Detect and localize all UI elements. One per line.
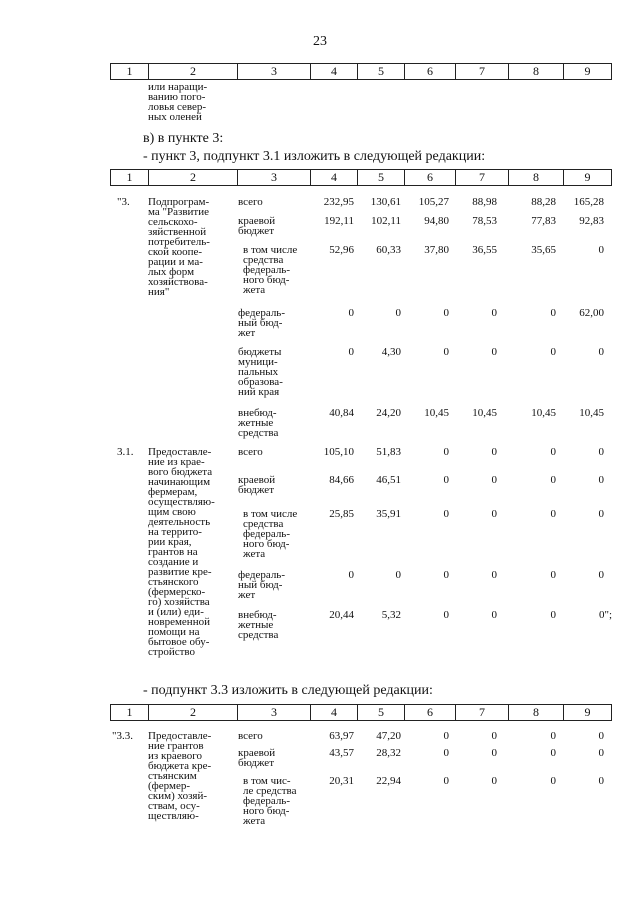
table-row [0,245,640,300]
col-2: 2 [148,170,237,185]
row-name: Подпрограм- ма "Развитие сельскохо- зяйственной потребитель- ской коопе- рации и ма- лых форм хозяйствова- ния" [148,196,210,298]
table-row [0,509,640,564]
paragraph-subsection-heading: в) в пункте 3: [143,131,224,146]
row-label: краевой бюджет [238,474,276,496]
cell: 102,11 [371,215,401,227]
cell: 105,27 [418,196,449,208]
cell: 10,45 [579,407,604,419]
carry-over-text: или наращи- ванию пого- ловья север- ных оленей [148,81,208,123]
cell: 0 [443,307,449,319]
col-4: 4 [310,170,357,185]
cell: 40,84 [329,407,354,419]
cell: 0 [491,730,497,742]
col-9: 9 [563,64,611,79]
col-7: 7 [455,170,508,185]
cell: 52,96 [329,244,354,256]
cell: 0 [491,508,497,520]
cell: 0 [443,508,449,520]
cell: 0 [550,730,556,742]
row-name: Предоставле- ние из крае- вого бюджета начинающим фермерам, осуществляю- щим свою деятельность на террито- рии края, грантов на создание и развитие кре- стьянского (фермерско- го) хозяйства и (или) еди- новременной помощи на бытовое обу- стройство [148,446,215,658]
cell: 84,66 [329,474,354,486]
cell: 0 [348,569,354,581]
page-number: 23 [313,34,327,49]
cell: 0 [443,474,449,486]
col-1: 1 [126,64,133,78]
row-label: внебюд- жетные средства [238,407,279,439]
row-number: "3.3. [112,730,133,742]
row-label: бюджеты муници- пальных образова- ний края [238,346,283,398]
row-label: краевой бюджет [238,215,276,237]
cell: 0 [598,508,604,520]
col-4: 4 [310,64,357,79]
col-1: 1 [126,170,133,184]
cell: 62,00 [579,307,604,319]
table-row [0,776,640,831]
cell: 0 [443,446,449,458]
cell: 0 [550,346,556,358]
col-2: 2 [148,705,237,720]
col-9: 9 [563,170,611,185]
cell: 0 [491,747,497,759]
cell: 63,97 [329,730,354,742]
cell: 0 [598,244,604,256]
cell: 88,98 [472,196,497,208]
cell: 130,61 [370,196,401,208]
col-4: 4 [310,705,357,720]
col-8: 8 [508,64,563,79]
col-7: 7 [455,64,508,79]
row-label: всего [238,196,263,208]
table-row [0,197,640,209]
table-row [0,347,640,402]
cell: 35,65 [531,244,556,256]
cell: 78,53 [472,215,497,227]
row-label: федераль- ный бюд- жет [238,307,285,339]
row-label: краевой бюджет [238,747,276,769]
row-number: "3. [117,196,130,208]
row-label: в том числе средства федераль- ного бюд- жета [243,508,298,560]
table-row [0,447,640,459]
cell: 24,20 [376,407,401,419]
col-6: 6 [404,64,455,79]
col-9: 9 [563,705,611,720]
cell: 0 [395,569,401,581]
cell: 46,51 [376,474,401,486]
cell: 0 [550,508,556,520]
cell: 0 [550,446,556,458]
row-name: Предоставле- ние грантов из краевого бюджета кре- стьянским (фермер- ским) хозяй- ствам, осу- ществляю- [148,730,212,822]
cell: 0 [443,747,449,759]
column-header-row-1 [110,63,612,80]
cell: 0 [491,569,497,581]
cell: 10,45 [424,407,449,419]
cell: 20,31 [329,775,354,787]
col-6: 6 [404,705,455,720]
cell: 0 [443,346,449,358]
cell: 10,45 [472,407,497,419]
cell: 0 [491,446,497,458]
cell: 0 [395,307,401,319]
table-row [0,570,640,602]
row-label: в том числе средства федераль- ного бюд- жета [243,244,298,296]
cell: 92,83 [579,215,604,227]
cell: 77,83 [531,215,556,227]
cell: 232,95 [323,196,354,208]
col-7: 7 [455,705,508,720]
col-1: 1 [126,705,133,719]
cell: 60,33 [376,244,401,256]
col-5: 5 [357,705,404,720]
cell: 0 [491,307,497,319]
table-row [0,731,640,743]
cell: 0 [443,569,449,581]
col-5: 5 [357,64,404,79]
cell: 36,55 [472,244,497,256]
table-row [0,610,640,644]
row-label: внебюд- жетные средства [238,609,279,641]
cell: 0 [491,346,497,358]
cell: 35,91 [376,508,401,520]
col-6: 6 [404,170,455,185]
col-8: 8 [508,170,563,185]
cell: 94,80 [424,215,449,227]
cell: 25,85 [329,508,354,520]
col-3: 3 [237,170,310,185]
cell: 4,30 [381,346,401,358]
cell: 0 [598,775,604,787]
column-header-row-2 [110,169,612,186]
table-row [0,216,640,238]
cell: 0 [598,346,604,358]
cell: 0 [443,730,449,742]
cell: 0 [598,446,604,458]
cell: 5,32 [381,609,401,621]
paragraph-instruction-3-3: - подпункт 3.3 изложить в следующей редакции: [143,683,433,698]
cell: 192,11 [324,215,354,227]
cell: 0 [491,474,497,486]
row-label: федераль- ный бюд- жет [238,569,285,601]
cell: 0 [348,307,354,319]
cell: 165,28 [573,196,604,208]
table-row [0,475,640,497]
cell: 0 [598,474,604,486]
cell: 28,32 [376,747,401,759]
cell: 51,83 [376,446,401,458]
row-label: всего [238,446,263,458]
cell: 0 [443,609,449,621]
cell: 0 [550,609,556,621]
col-3: 3 [237,705,310,720]
col-2: 2 [148,64,237,79]
cell: 0 [550,775,556,787]
cell: 20,44 [329,609,354,621]
paragraph-instruction-3-1: - пункт 3, подпункт 3.1 изложить в следующей редакции: [143,149,486,164]
cell: 0 [348,346,354,358]
column-header-row-3 [110,704,612,721]
col-3: 3 [237,64,310,79]
row-number: 3.1. [117,446,134,458]
cell: 88,28 [531,196,556,208]
cell: 22,94 [376,775,401,787]
cell: 37,80 [424,244,449,256]
cell: 0"; [598,609,612,621]
cell: 0 [491,609,497,621]
cell: 0 [550,474,556,486]
cell: 0 [550,569,556,581]
cell: 0 [598,747,604,759]
cell: 43,57 [329,747,354,759]
cell: 47,20 [376,730,401,742]
table-row [0,408,640,442]
col-5: 5 [357,170,404,185]
cell: 0 [550,307,556,319]
col-8: 8 [508,705,563,720]
cell: 105,10 [323,446,354,458]
table-row [0,308,640,340]
row-label: всего [238,730,263,742]
cell: 0 [550,747,556,759]
table-row [0,748,640,770]
row-label: в том чис- ле средства федераль- ного бюд- жета [243,775,297,827]
cell: 0 [598,569,604,581]
cell: 10,45 [531,407,556,419]
cell: 0 [598,730,604,742]
cell: 0 [491,775,497,787]
cell: 0 [443,775,449,787]
